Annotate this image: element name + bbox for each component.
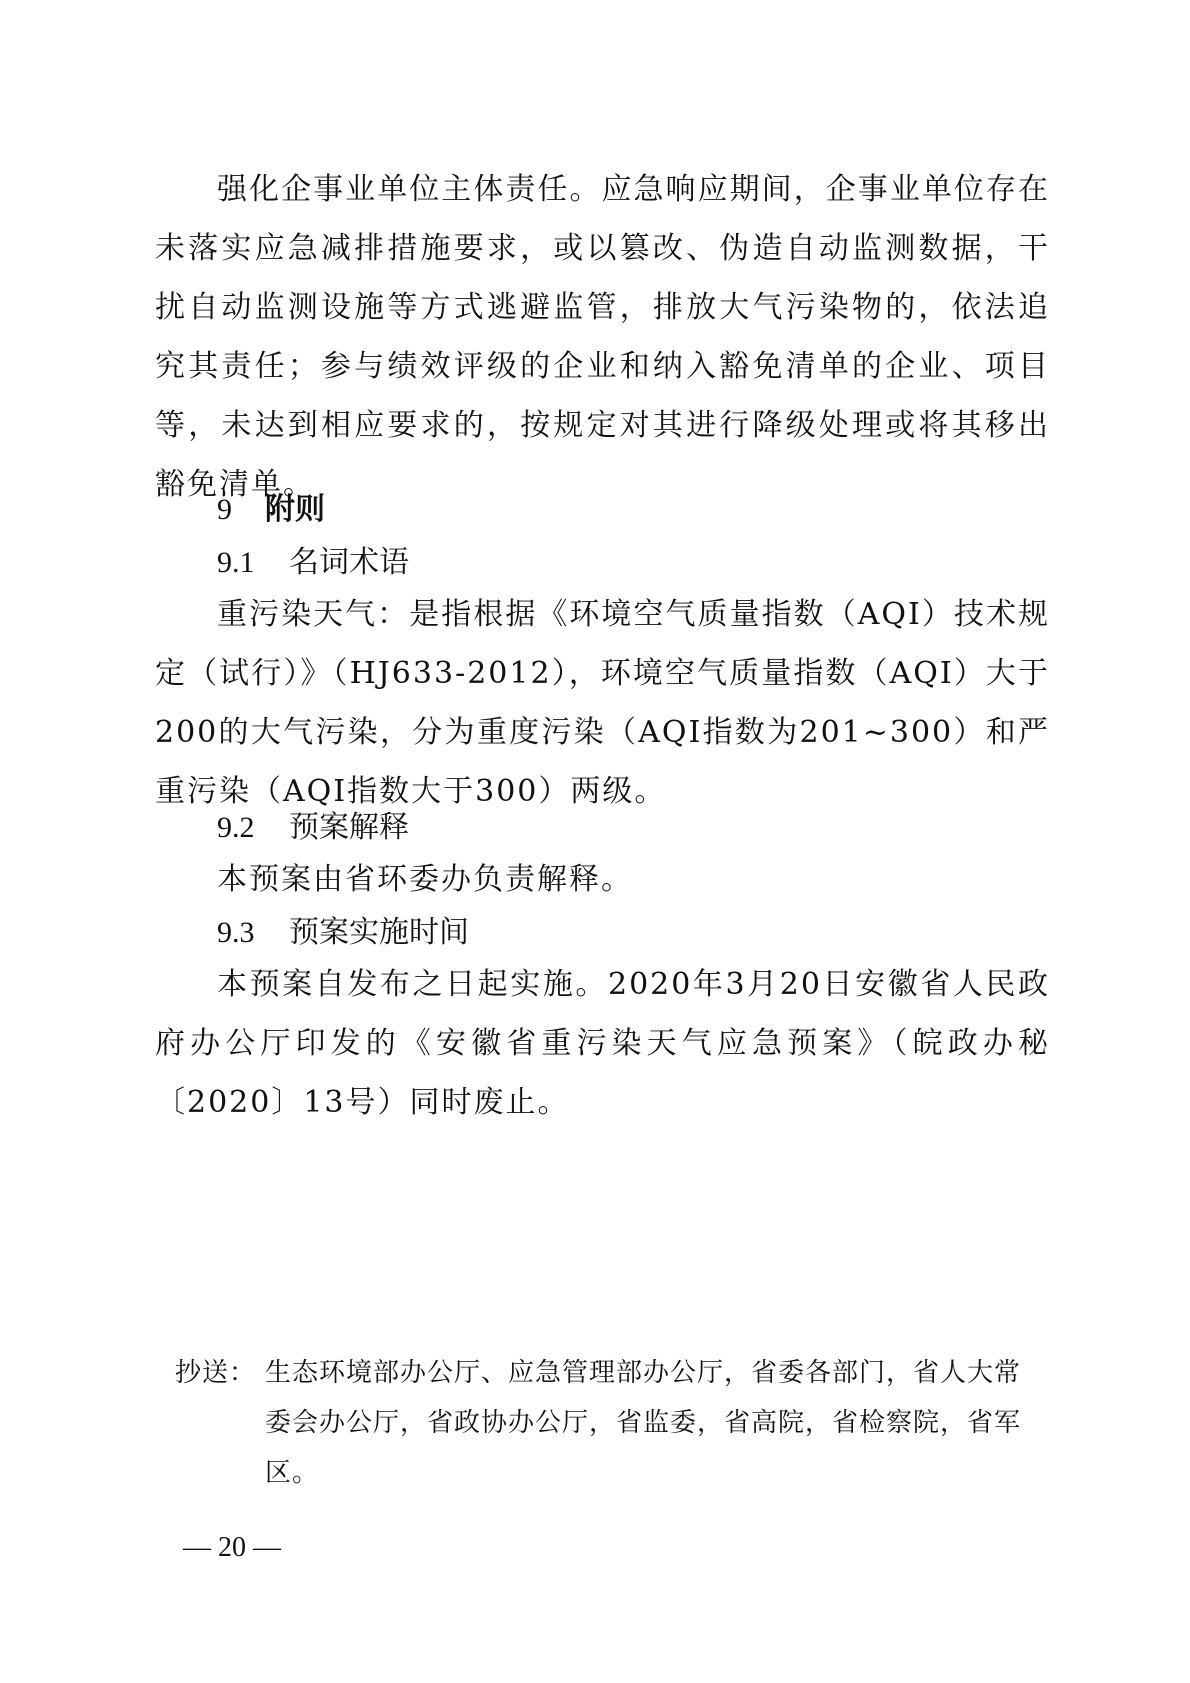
heading-9-2-title: 预案解释 bbox=[289, 810, 409, 845]
paragraph-effective-date: 本预案自发布之日起实施。2020年3月20日安徽省人民政府办公厅印发的《安徽省重污染天气应急预案》（皖政办秘〔2020〕13号）同时废止。 bbox=[155, 967, 1050, 1120]
heading-9 bbox=[217, 490, 325, 530]
heading-9-number: 9 bbox=[217, 493, 232, 526]
page-number: — 20 — bbox=[183, 1532, 281, 1563]
paragraph-interpretation: 本预案由省环委办负责解释。 bbox=[217, 862, 633, 897]
heading-9-1 bbox=[217, 543, 409, 583]
heading-9-1-number: 9.1 bbox=[217, 546, 255, 579]
heading-9-3-number: 9.3 bbox=[217, 916, 255, 949]
heading-9-2-number: 9.2 bbox=[217, 811, 255, 844]
heading-9-3 bbox=[217, 913, 469, 953]
cc-label: 抄送： bbox=[175, 1358, 257, 1388]
heading-9-2 bbox=[217, 808, 409, 848]
heading-9-title: 附则 bbox=[265, 492, 325, 527]
heading-9-3-title: 预案实施时间 bbox=[289, 915, 469, 950]
paragraph-enterprise-responsibility: 强化企事业单位主体责任。应急响应期间，企事业单位存在未落实应急减排措施要求，或以篡改、伪造自动监测数据，干扰自动监测设施等方式逃避监管，排放大气污染物的，依法追究其责任；参与绩效评级的企业和纳入豁免清单的企业、项目等，未达到相应要求的，按规定对其进行降级处理或将其移出豁免清单。 bbox=[155, 172, 1050, 502]
cc-recipients: 生态环境部办公厅、应急管理部办公厅，省委各部门，省人大常委会办公厅，省政协办公厅，省监委，省高院，省检察院，省军区。 bbox=[265, 1358, 1022, 1488]
cc-block bbox=[175, 1348, 1035, 1498]
paragraph-definition: 重污染天气：是指根据《环境空气质量指数（AQI）技术规定（试行）》（HJ633-2012），环境空气质量指数（AQI）大于200的大气污染，分为重度污染（AQI指数为201~300）和严重污染（AQI指数大于300）两级。 bbox=[155, 597, 1050, 809]
heading-9-1-title: 名词术语 bbox=[289, 545, 409, 580]
